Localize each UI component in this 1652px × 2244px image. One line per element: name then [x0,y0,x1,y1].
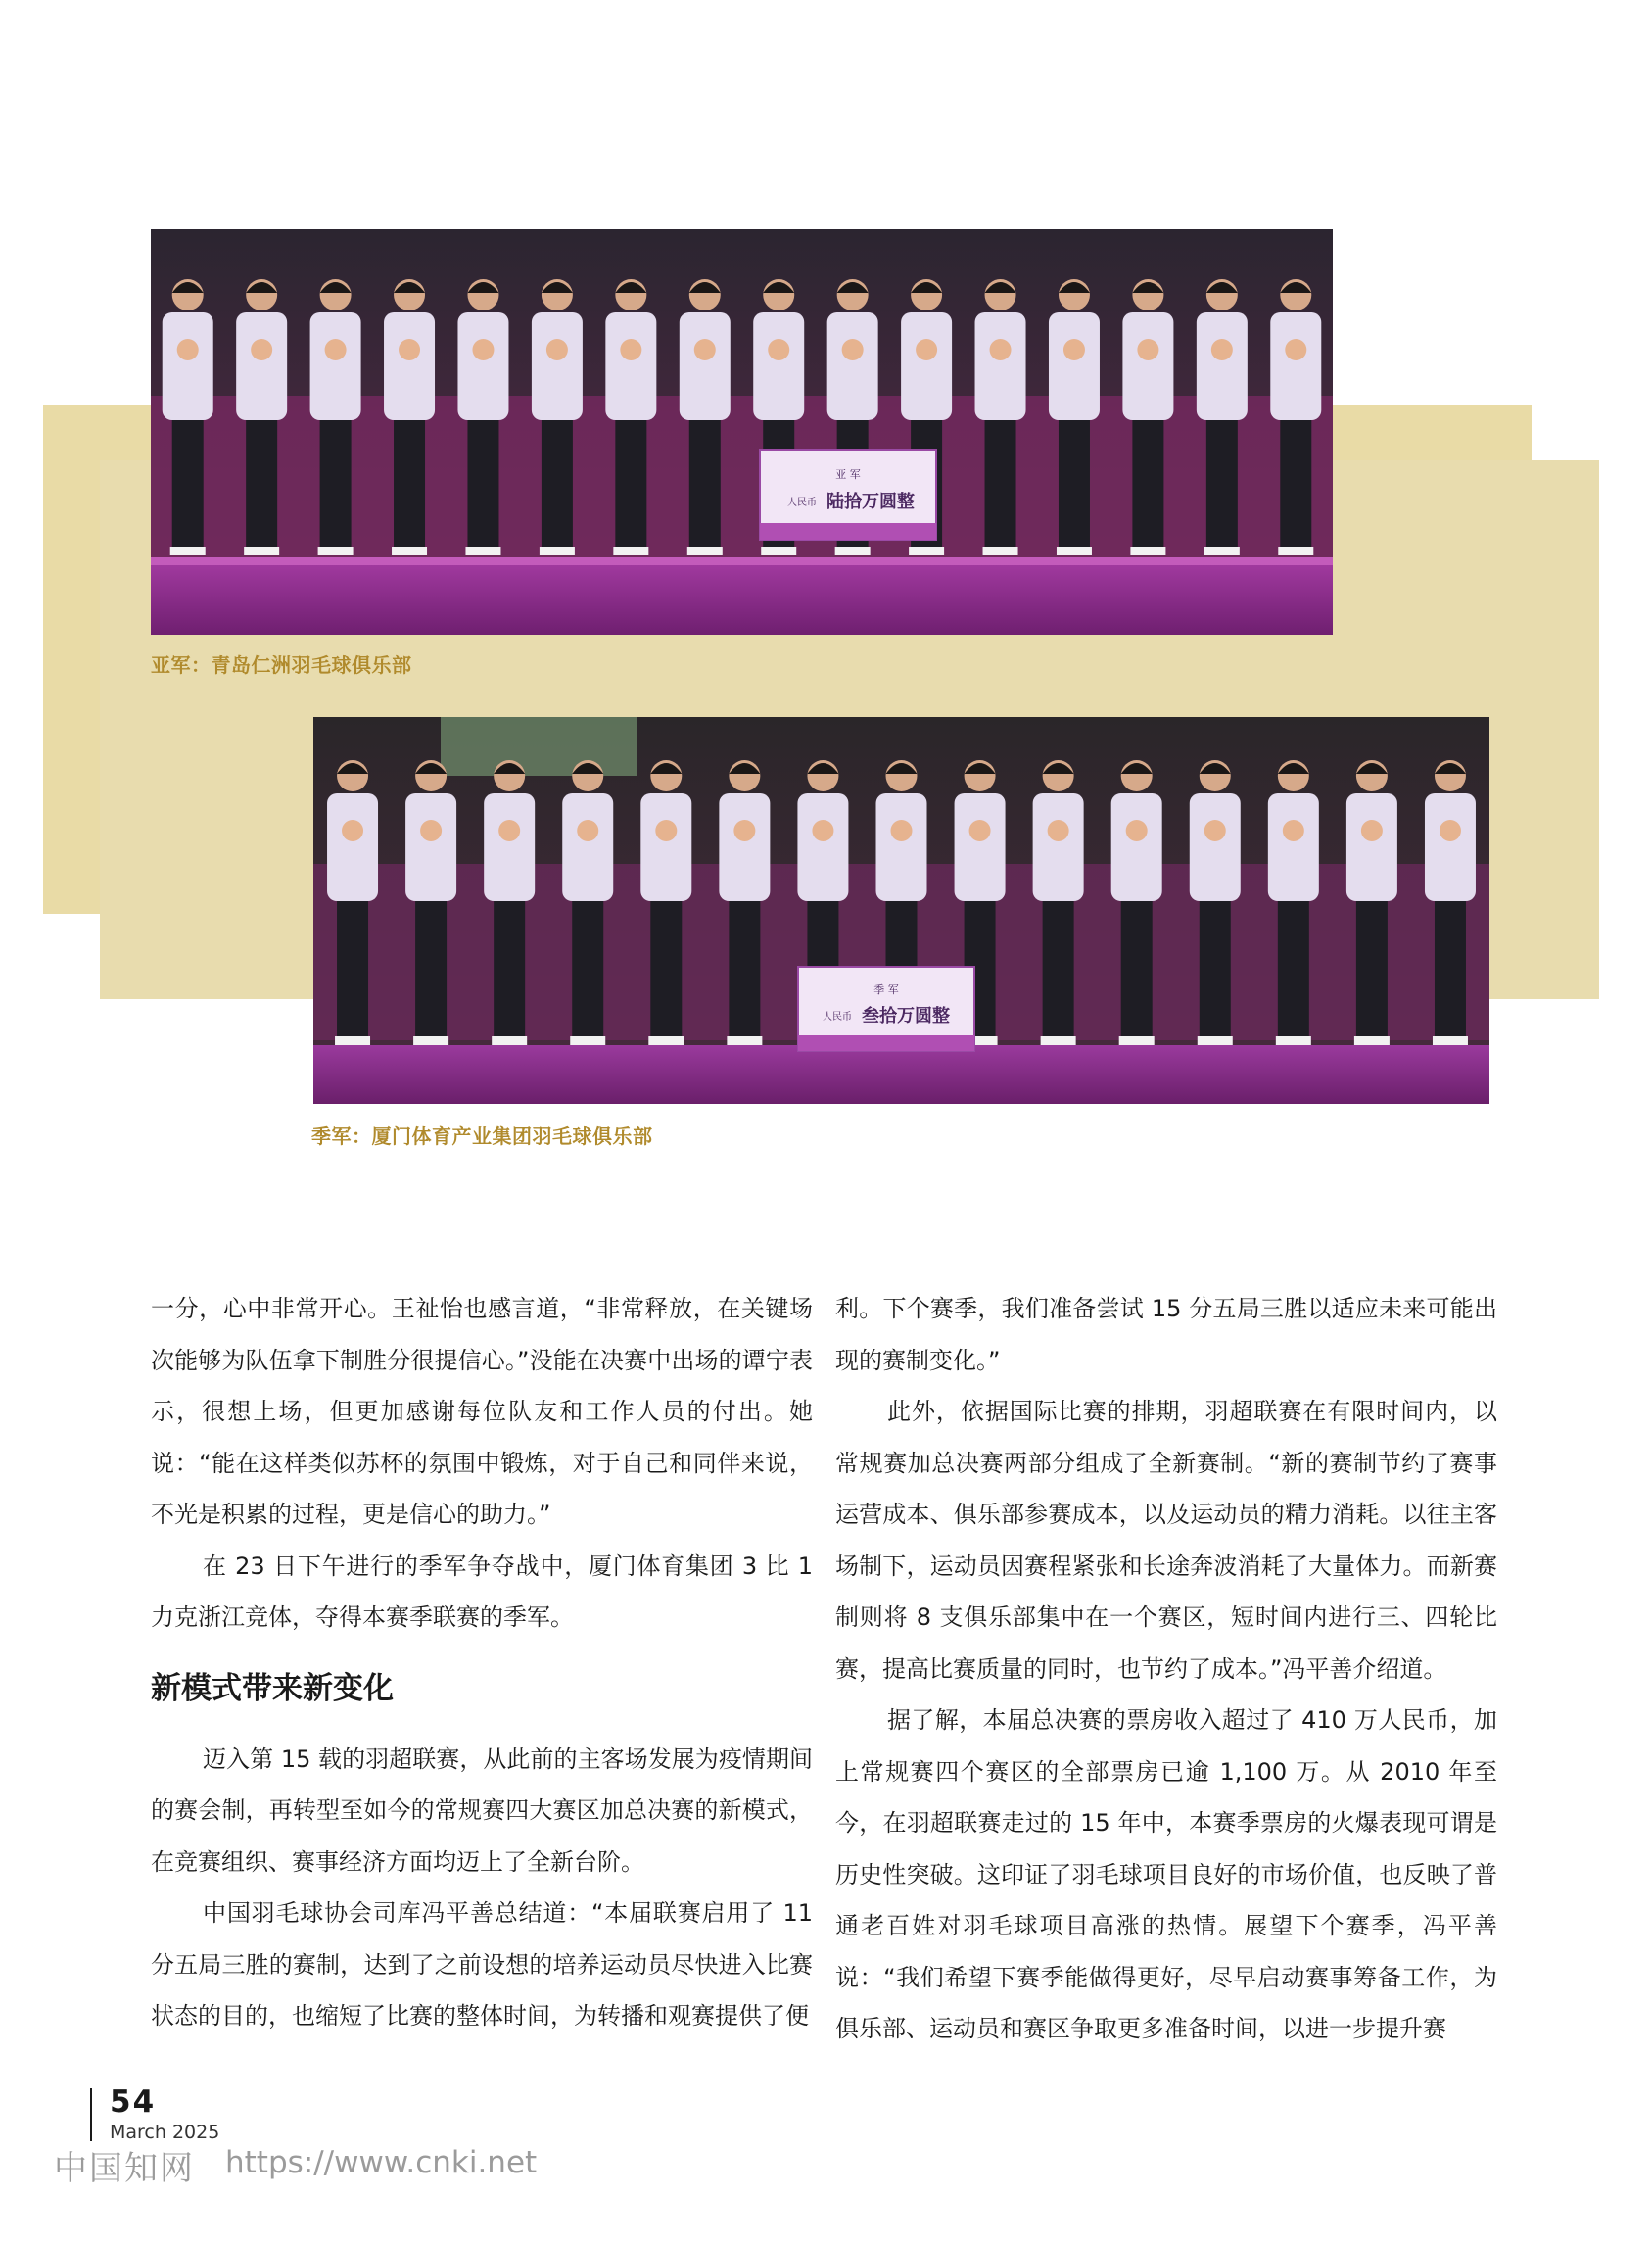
watermark-logo: 中国知网 [54,2149,195,2188]
section-heading: 新模式带来新变化 [151,1670,394,1706]
issue-month: March 2025 [110,2122,220,2143]
watermark-url: https://www.cnki.net [225,2145,538,2180]
prize-board [760,450,936,540]
article-column-left [151,1283,813,2042]
paragraph: 在 23 日下午进行的季军争夺战中，厦门体育集团 3 比 1 力克浙江竞体，夺得本赛季联赛的季军。 [151,1552,813,1631]
board-prefix: 人民币 [787,498,817,508]
board-label: 季 军 [873,983,899,996]
paragraph: 迈入第 15 载的羽超联赛，从此前的主客场发展为疫情期间的赛会制，再转型至如今的常规赛四大赛区加总决赛的新模式，在竞赛组织、赛事经济方面均迈上了全新台阶。 [151,1744,813,1876]
article-column-right [835,1283,1497,2055]
photo-caption-third-place: 季军：厦门体育产业集团羽毛球俱乐部 [311,1124,653,1148]
prize-board [798,967,974,1051]
board-prize: 叁拾万圆整 [862,1006,950,1027]
page-number-rule [90,2088,92,2141]
photo-caption-runner-up: 亚军：青岛仁洲羽毛球俱乐部 [151,653,412,677]
photo-runner-up-team [151,229,1333,635]
board-label: 亚 军 [835,468,861,481]
photo-third-place-team [313,717,1489,1104]
paragraph: 据了解，本届总决赛的票房收入超过了 410 万人民币，加上常规赛四个赛区的全部票房已逾 1,100 万。从 2010 年至今，在羽超联赛走过的 15 年中，本赛季票房的火爆表现可谓是历史性突破。这印证了羽毛球项目良好的市场价值，也反映了普通老百姓对羽毛球项目高涨的热情。展望下个赛季，冯平善说：“我们希望下赛季能做得更好，尽早启动赛事筹备工作，为俱乐部、运动员和赛区争取更多准备时间，以进一步提升赛 [835,1706,1497,2042]
paragraph: 利。下个赛季，我们准备尝试 15 分五局三胜以适应未来可能出现的赛制变化。” [835,1295,1497,1374]
paragraph: 中国羽毛球协会司库冯平善总结道：“本届联赛启用了 11 分五局三胜的赛制，达到了之前设想的培养运动员尽快进入比赛状态的目的，也缩短了比赛的整体时间，为转播和观赛提供了便 [151,1899,813,2029]
board-prefix: 人民币 [823,1012,852,1023]
page-number: 54 [110,2084,157,2120]
board-prize: 陆拾万圆整 [826,492,915,512]
paragraph: 一分，心中非常开心。王祉怡也感言道，“非常释放，在关键场次能够为队伍拿下制胜分很提信心。”没能在决赛中出场的谭宁表示，很想上场，但更加感谢每位队友和工作人员的付出。她说：“能在这样类似苏杯的氛围中锻炼，对于自己和同伴来说，不光是积累的过程，更是信心的助力。” [151,1295,813,1528]
paragraph: 此外，依据国际比赛的排期，羽超联赛在有限时间内，以常规赛加总决赛两部分组成了全新赛制。“新的赛制节约了赛事运营成本、俱乐部参赛成本，以及运动员的精力消耗。以往主客场制下，运动员因赛程紧张和长途奔波消耗了大量体力。而新赛制则将 8 支俱乐部集中在一个赛区，短时间内进行三、四轮比赛，提高比赛质量的同时，也节约了成本。”冯平善介绍道。 [835,1398,1497,1683]
